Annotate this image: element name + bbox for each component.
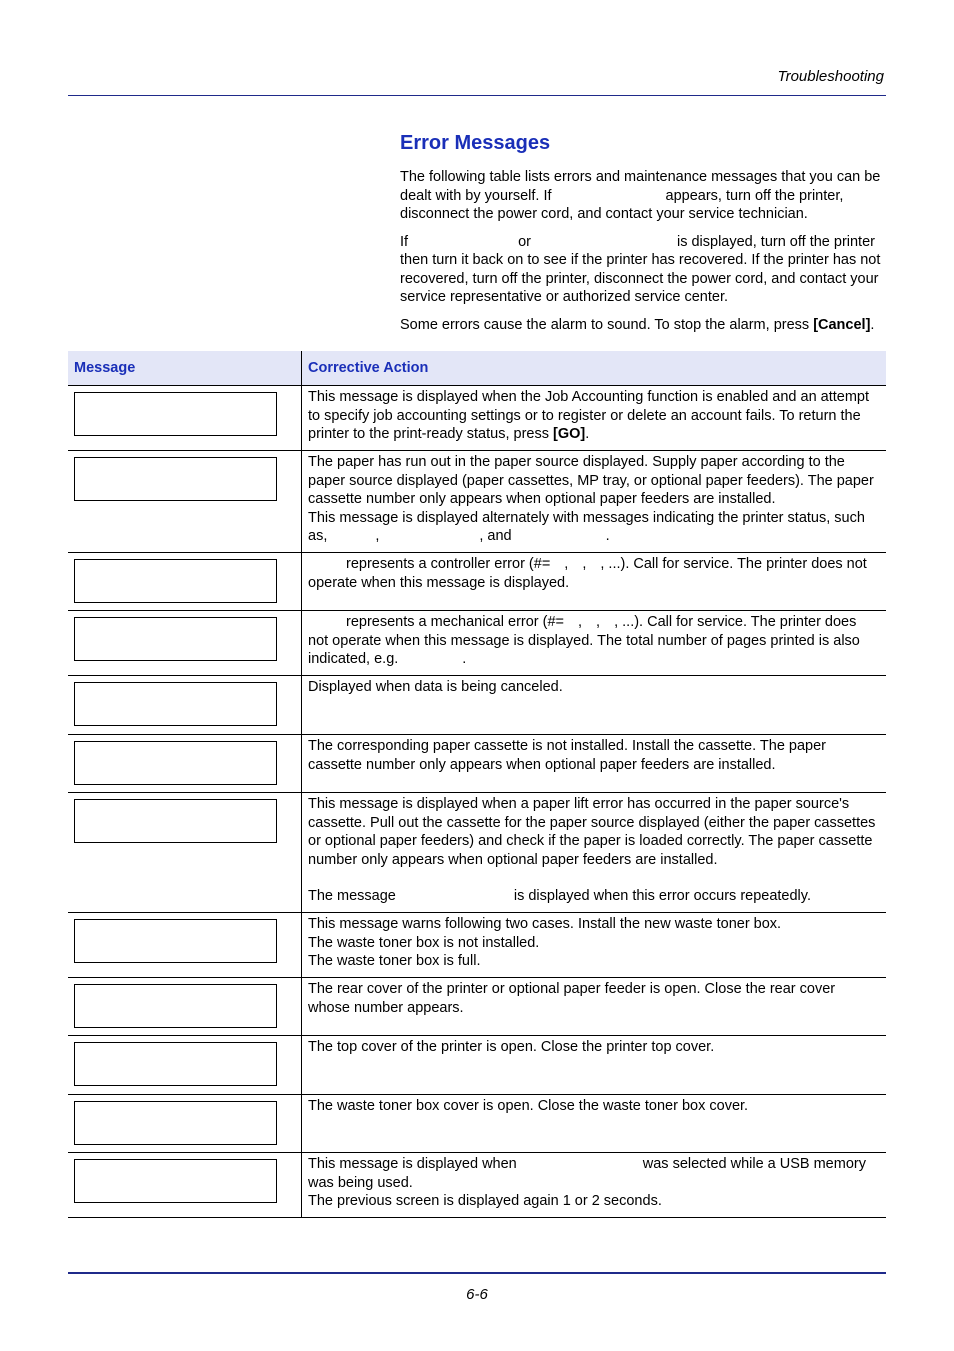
error-messages-table — [68, 351, 886, 1218]
go-key-label: [GO] — [553, 426, 586, 442]
header-rule — [68, 95, 886, 96]
corrective-action: This message is displayed when was selected while a USB memory was being used. The previous screen is displayed again 1 or 2 seconds. — [302, 1153, 887, 1218]
running-header: Troubleshooting — [777, 68, 884, 85]
table-row — [68, 451, 886, 553]
intro-p2-text-a: If — [400, 233, 409, 250]
lcd-message-box — [74, 617, 277, 661]
lcd-message-box — [74, 984, 277, 1028]
corrective-action: The top cover of the printer is open. Close the printer top cover. — [302, 1036, 887, 1095]
intro-p1-text-b: appears, turn off the printer, disconnect the power cord, and contact your service technician. — [400, 187, 844, 222]
footer-rule — [68, 1272, 886, 1274]
intro-section — [400, 130, 886, 343]
lcd-message-box — [74, 559, 277, 603]
corrective-action: The paper has run out in the paper source displayed. Supply paper according to the paper source displayed (paper cassettes, MP tray, or optional paper feeders). The paper cassette number only appears when optional paper feeders are installed. This message is displayed alternately with messages indicating the printer status, such as, , , and . — [302, 451, 887, 553]
corrective-action: This message is displayed when a paper lift error has occurred in the paper source's cassette. Pull out the cassette for the paper source displayed (either the paper cassettes or optional paper feeders) and check if the paper is loaded correctly. The paper cassette number only appears when optional paper feeders are installed. The message is displayed when this error occurs repeatedly. — [302, 793, 887, 913]
lcd-message-box — [74, 799, 277, 843]
corrective-action: Displayed when data is being canceled. — [302, 676, 887, 735]
page-number: 6-6 — [466, 1286, 488, 1303]
table-row — [68, 793, 886, 913]
table-row — [68, 676, 886, 735]
lcd-message-box — [74, 1101, 277, 1145]
cancel-key-label: [Cancel] — [813, 316, 871, 333]
table-row — [68, 1153, 886, 1218]
intro-p2-text-b: or — [518, 233, 531, 250]
lcd-message-box — [74, 682, 277, 726]
corrective-action: represents a controller error (#= , , , ...). Call for service. The printer does not operate when this message is displayed. — [302, 553, 887, 611]
corrective-action: The waste toner box cover is open. Close the waste toner box cover. — [302, 1095, 887, 1153]
lcd-message-box — [74, 919, 277, 963]
lcd-message-box — [74, 741, 277, 785]
table-row — [68, 978, 886, 1036]
intro-p1-text-a: The following table lists errors and maintenance messages that you can be dealt with by yourself. If — [400, 169, 881, 204]
corrective-action: This message is displayed when the Job Accounting function is enabled and an attempt to specify job accounting settings or to register or delete an account fails. To return the printer to the print-ready status, press [GO]. — [302, 386, 887, 451]
intro-paragraph-3 — [400, 316, 886, 335]
lcd-message-box — [74, 392, 277, 436]
column-header-action: Corrective Action — [302, 351, 887, 386]
table-row — [68, 611, 886, 676]
table-header-row — [68, 351, 886, 386]
lcd-message-box — [74, 1042, 277, 1086]
lcd-message-box — [74, 1159, 277, 1203]
table-row — [68, 735, 886, 793]
table-row — [68, 1095, 886, 1153]
column-header-message: Message — [68, 351, 302, 386]
table-row — [68, 1036, 886, 1095]
intro-p3-period: . — [870, 316, 875, 333]
intro-p2-text-c: is displayed, turn off the printer then turn it back on to see if the printer has recovered. If the printer has not recovered, turn off the printer, disconnect the power cord, and contact your service representative or authorized service center. — [400, 233, 881, 305]
corrective-action: The rear cover of the printer or optional paper feeder is open. Close the rear cover whose number appears. — [302, 978, 887, 1036]
table-row — [68, 913, 886, 978]
intro-paragraph-2 — [400, 233, 886, 307]
table-row — [68, 553, 886, 611]
table-row — [68, 386, 886, 451]
corrective-action: represents a mechanical error (#= , , , ...). Call for service. The printer does not operate when this message is displayed. The total number of pages printed is also indicated, e.g. . — [302, 611, 887, 676]
intro-paragraph-1 — [400, 168, 886, 224]
section-heading: Error Messages — [400, 132, 551, 154]
lcd-message-box — [74, 457, 277, 501]
corrective-action: This message warns following two cases. Install the new waste toner box. The waste toner box is not installed. The waste toner box is full. — [302, 913, 887, 978]
intro-p3-text: Some errors cause the alarm to sound. To stop the alarm, press — [400, 316, 810, 333]
corrective-action: The corresponding paper cassette is not installed. Install the cassette. The paper cassette number only appears when optional paper feeders are installed. — [302, 735, 887, 793]
